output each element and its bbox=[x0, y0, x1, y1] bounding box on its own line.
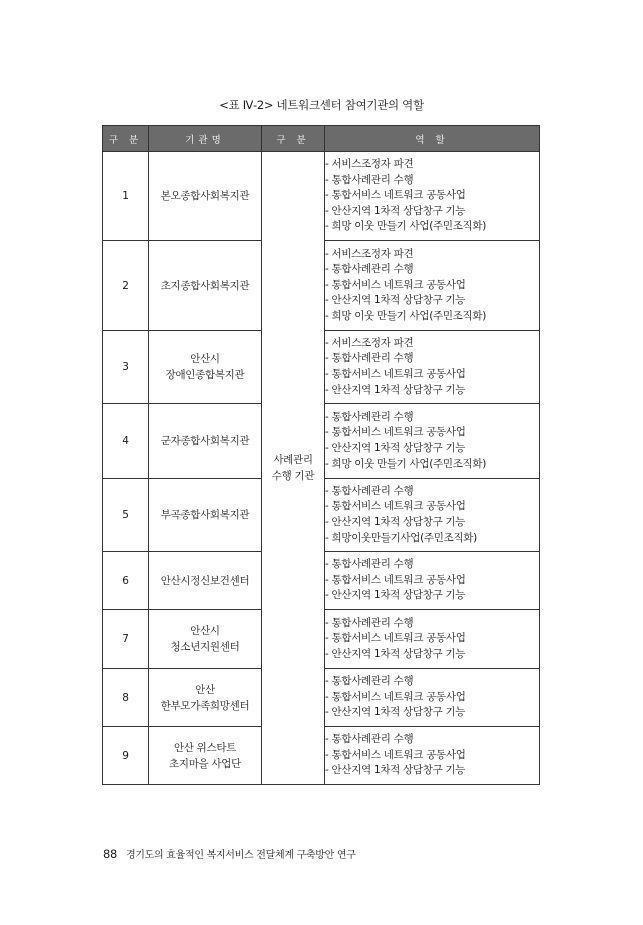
agency-name-line: 장애인종합복지관 bbox=[165, 369, 245, 381]
role-item: - 희망 이웃 만들기 사업(주민조직화) bbox=[325, 457, 539, 473]
roles-cell bbox=[325, 241, 540, 331]
agency-name bbox=[149, 331, 262, 404]
role-item: - 통합서비스 네트워크 공동사업 bbox=[325, 573, 539, 589]
role-item: - 통합사례관리 수행 bbox=[325, 557, 539, 573]
role-item: - 통합서비스 네트워크 공동사업 bbox=[325, 631, 539, 647]
agency-name-line: 안산시 bbox=[190, 353, 220, 365]
row-number: 1 bbox=[103, 152, 149, 241]
roles-list bbox=[325, 732, 539, 779]
category-line: 수행 기관 bbox=[271, 470, 315, 482]
agency-name-line: 안산 bbox=[195, 683, 215, 696]
table-row bbox=[103, 152, 540, 241]
roles-cell bbox=[325, 610, 540, 669]
row-number: 4 bbox=[103, 404, 149, 479]
row-number: 9 bbox=[103, 727, 149, 785]
header-category: 구 분 bbox=[262, 126, 325, 152]
agency-name-line: 군자종합사회복지관 bbox=[160, 435, 250, 447]
agency-name-line: 한부모가족희망센터 bbox=[160, 699, 250, 712]
table-body bbox=[103, 152, 540, 785]
footer-title: 경기도의 효율적인 복지서비스 전달체계 구축방안 연구 bbox=[125, 850, 356, 861]
agency-name bbox=[149, 479, 262, 552]
role-item: - 통합사례관리 수행 bbox=[325, 410, 539, 426]
roles-cell bbox=[325, 552, 540, 610]
category-cell bbox=[262, 152, 325, 785]
role-item: - 통합사례관리 수행 bbox=[325, 351, 539, 367]
agency-name bbox=[149, 241, 262, 331]
role-item: - 통합서비스 네트워크 공동사업 bbox=[325, 748, 539, 764]
table-caption: <표 Ⅳ-2> 네트워크센터 참여기관의 역할 bbox=[219, 98, 424, 112]
page-number: 88 bbox=[103, 847, 118, 861]
header-number: 구 분 bbox=[103, 126, 149, 152]
agency-name-line: 부곡종합사회복지관 bbox=[160, 509, 250, 521]
roles-cell bbox=[325, 331, 540, 404]
roles-list bbox=[325, 674, 539, 721]
row-number: 3 bbox=[103, 331, 149, 404]
agency-name bbox=[149, 552, 262, 610]
agency-name-line: 초지종합사회복지관 bbox=[160, 279, 250, 292]
role-item: - 안산지역 1차적 상담창구 기능 bbox=[325, 383, 539, 399]
role-item: - 통합서비스 네트워크 공동사업 bbox=[325, 278, 539, 294]
role-item: - 통합사례관리 수행 bbox=[325, 674, 539, 690]
role-item: - 통합사례관리 수행 bbox=[325, 484, 539, 500]
role-item: - 안산지역 1차적 상담창구 기능 bbox=[325, 293, 539, 309]
row-number: 2 bbox=[103, 241, 149, 331]
agency-name bbox=[149, 610, 262, 669]
role-item: - 안산지역 1차적 상담창구 기능 bbox=[325, 647, 539, 663]
role-item: - 안산지역 1차적 상담창구 기능 bbox=[325, 763, 539, 779]
role-item: - 희망이웃만들기사업(주민조직화) bbox=[325, 531, 539, 547]
row-number: 5 bbox=[103, 479, 149, 552]
role-item: - 통합사례관리 수행 bbox=[325, 173, 539, 189]
roles-list bbox=[325, 410, 539, 472]
agency-name-line: 안산시정신보건센터 bbox=[160, 574, 250, 587]
agency-name-line: 본오종합사회복지관 bbox=[160, 190, 250, 202]
role-item: - 통합서비스 네트워크 공동사업 bbox=[325, 690, 539, 706]
table-header-row bbox=[103, 126, 540, 152]
role-item: - 통합사례관리 수행 bbox=[325, 616, 539, 632]
agency-name bbox=[149, 727, 262, 785]
header-roles: 역 할 bbox=[325, 126, 540, 152]
agency-name-line: 안산시 bbox=[190, 625, 220, 637]
category-line: 사례관리 bbox=[273, 454, 313, 466]
roles-cell bbox=[325, 404, 540, 479]
role-item: - 안산지역 1차적 상담창구 기능 bbox=[325, 441, 539, 457]
roles-cell bbox=[325, 669, 540, 727]
row-number: 8 bbox=[103, 669, 149, 727]
role-item: - 통합사례관리 수행 bbox=[325, 732, 539, 748]
row-number: 6 bbox=[103, 552, 149, 610]
roles-cell bbox=[325, 479, 540, 552]
role-item: - 통합사례관리 수행 bbox=[325, 262, 539, 278]
role-item: - 안산지역 1차적 상담창구 기능 bbox=[325, 204, 539, 220]
roles-list bbox=[325, 247, 539, 325]
roles-list bbox=[325, 157, 539, 235]
role-item: - 희망 이웃 만들기 사업(주민조직화) bbox=[325, 219, 539, 235]
page-footer bbox=[103, 846, 356, 861]
agency-name bbox=[149, 152, 262, 241]
roles-list bbox=[325, 336, 539, 398]
agency-name-line: 안산 위스타트 bbox=[173, 741, 237, 754]
agency-name-line: 청소년지원센터 bbox=[170, 641, 240, 653]
role-item: - 서비스조정자 파견 bbox=[325, 157, 539, 173]
agency-name bbox=[149, 669, 262, 727]
agency-name-line: 초지마을 사업단 bbox=[169, 757, 241, 770]
role-item: - 안산지역 1차적 상담창구 기능 bbox=[325, 705, 539, 721]
role-item: - 서비스조정자 파견 bbox=[325, 247, 539, 263]
roles-list bbox=[325, 616, 539, 663]
agency-roles-table bbox=[102, 125, 540, 785]
role-item: - 안산지역 1차적 상담창구 기능 bbox=[325, 588, 539, 604]
role-item: - 통합서비스 네트워크 공동사업 bbox=[325, 367, 539, 383]
row-number: 7 bbox=[103, 610, 149, 669]
role-item: - 통합서비스 네트워크 공동사업 bbox=[325, 499, 539, 515]
role-item: - 안산지역 1차적 상담창구 기능 bbox=[325, 515, 539, 531]
role-item: - 희망 이웃 만들기 사업(주민조직화) bbox=[325, 309, 539, 325]
role-item: - 서비스조정자 파견 bbox=[325, 336, 539, 352]
roles-list bbox=[325, 484, 539, 546]
roles-cell bbox=[325, 152, 540, 241]
header-agency-name: 기관명 bbox=[149, 126, 262, 152]
roles-list bbox=[325, 557, 539, 604]
agency-name bbox=[149, 404, 262, 479]
role-item: - 통합서비스 네트워크 공동사업 bbox=[325, 188, 539, 204]
role-item: - 통합서비스 네트워크 공동사업 bbox=[325, 425, 539, 441]
roles-cell bbox=[325, 727, 540, 785]
